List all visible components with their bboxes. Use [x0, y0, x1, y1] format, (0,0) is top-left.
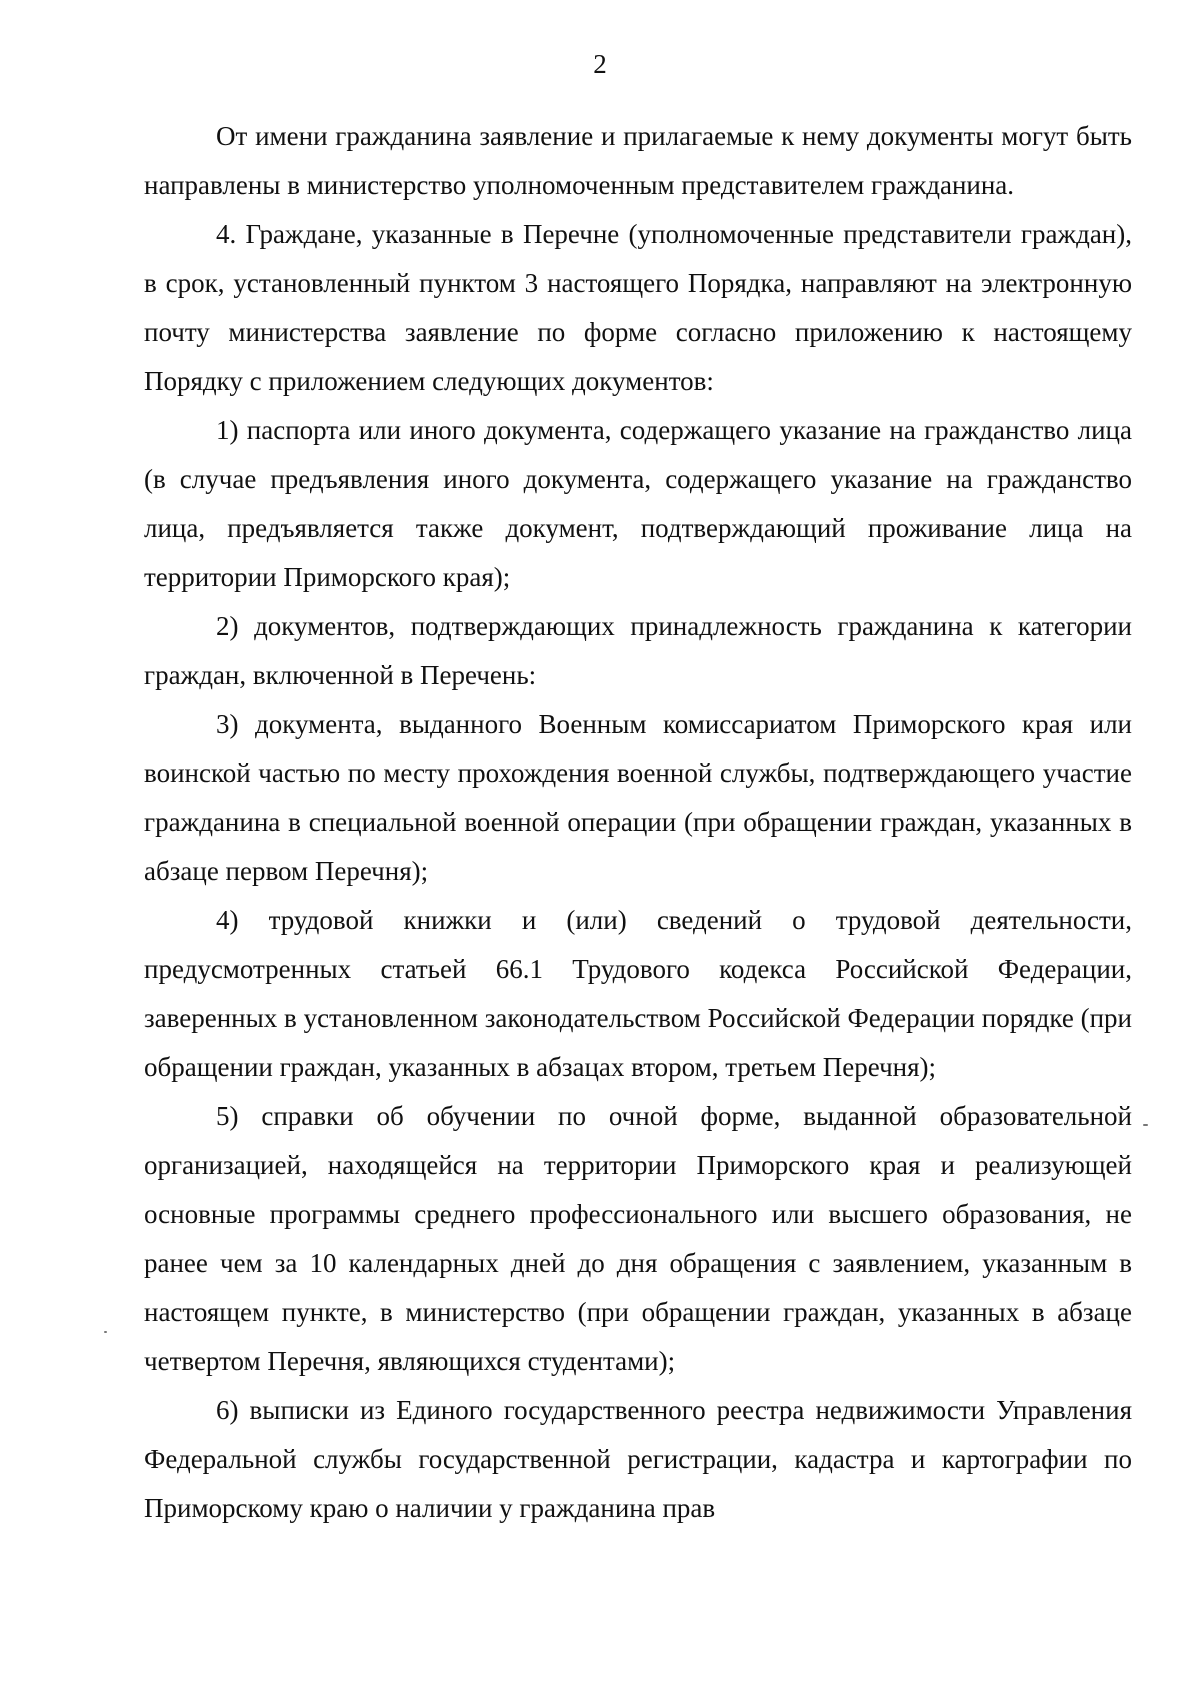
paragraph-subitem-6: 6) выписки из Единого государственного реестра недвижимости Управления Федеральной службы государственной регистрации, кадастра и картографии по Приморскому краю о наличии у гражданина прав	[144, 1395, 1132, 1523]
paragraph-subitem-2: 2) документов, подтверждающих принадлежность гражданина к категории граждан, включенной в Перечень:	[144, 611, 1132, 690]
paragraph-subitem-5: 5) справки об обучении по очной форме, выданной образовательной организацией, находящейся на территории Приморского края и реализующей основные программы среднего профессионального или высшего образования, не ранее чем за 10 календарных дней до дня обращения с заявлением, указанным в настоящем пункте, в министерство (при обращении граждан, указанных в абзаце четвертом Перечня, являющихся студентами);	[144, 1101, 1132, 1376]
paragraph-item-4: 4. Граждане, указанные в Перечне (уполномоченные представители граждан), в срок, установленный пунктом 3 настоящего Порядка, направляют на электронную почту министерства заявление по форме согласно приложению к настоящему Порядку с приложением следующих документов:	[144, 219, 1132, 396]
paragraph-representative: От имени гражданина заявление и прилагаемые к нему документы могут быть направлены в министерство уполномоченным представителем гражданина.	[144, 121, 1132, 200]
page-number: 2	[593, 49, 607, 79]
paragraph-subitem-1: 1) паспорта или иного документа, содержащего указание на гражданство лица (в случае предъявления иного документа, содержащего указание на гражданство лица, предъявляется также документ, подтверждающий проживание лица на территории Приморского края);	[144, 415, 1132, 592]
document-body	[144, 112, 1132, 1533]
paragraph-subitem-3: 3) документа, выданного Военным комиссариатом Приморского края или воинской частью по месту прохождения военной службы, подтверждающего участие гражданина в специальной военной операции (при обращении граждан, указанных в абзаце первом Перечня);	[144, 709, 1132, 886]
scan-artifact-mark	[1143, 1124, 1148, 1126]
paragraph-subitem-4: 4) трудовой книжки и (или) сведений о трудовой деятельности, предусмотренных статьей 66.1 Трудового кодекса Российской Федерации, заверенных в установленном законодательством Российской Федерации порядке (при обращении граждан, указанных в абзацах втором, третьем Перечня);	[144, 905, 1132, 1082]
scan-artifact-mark	[104, 1331, 107, 1333]
